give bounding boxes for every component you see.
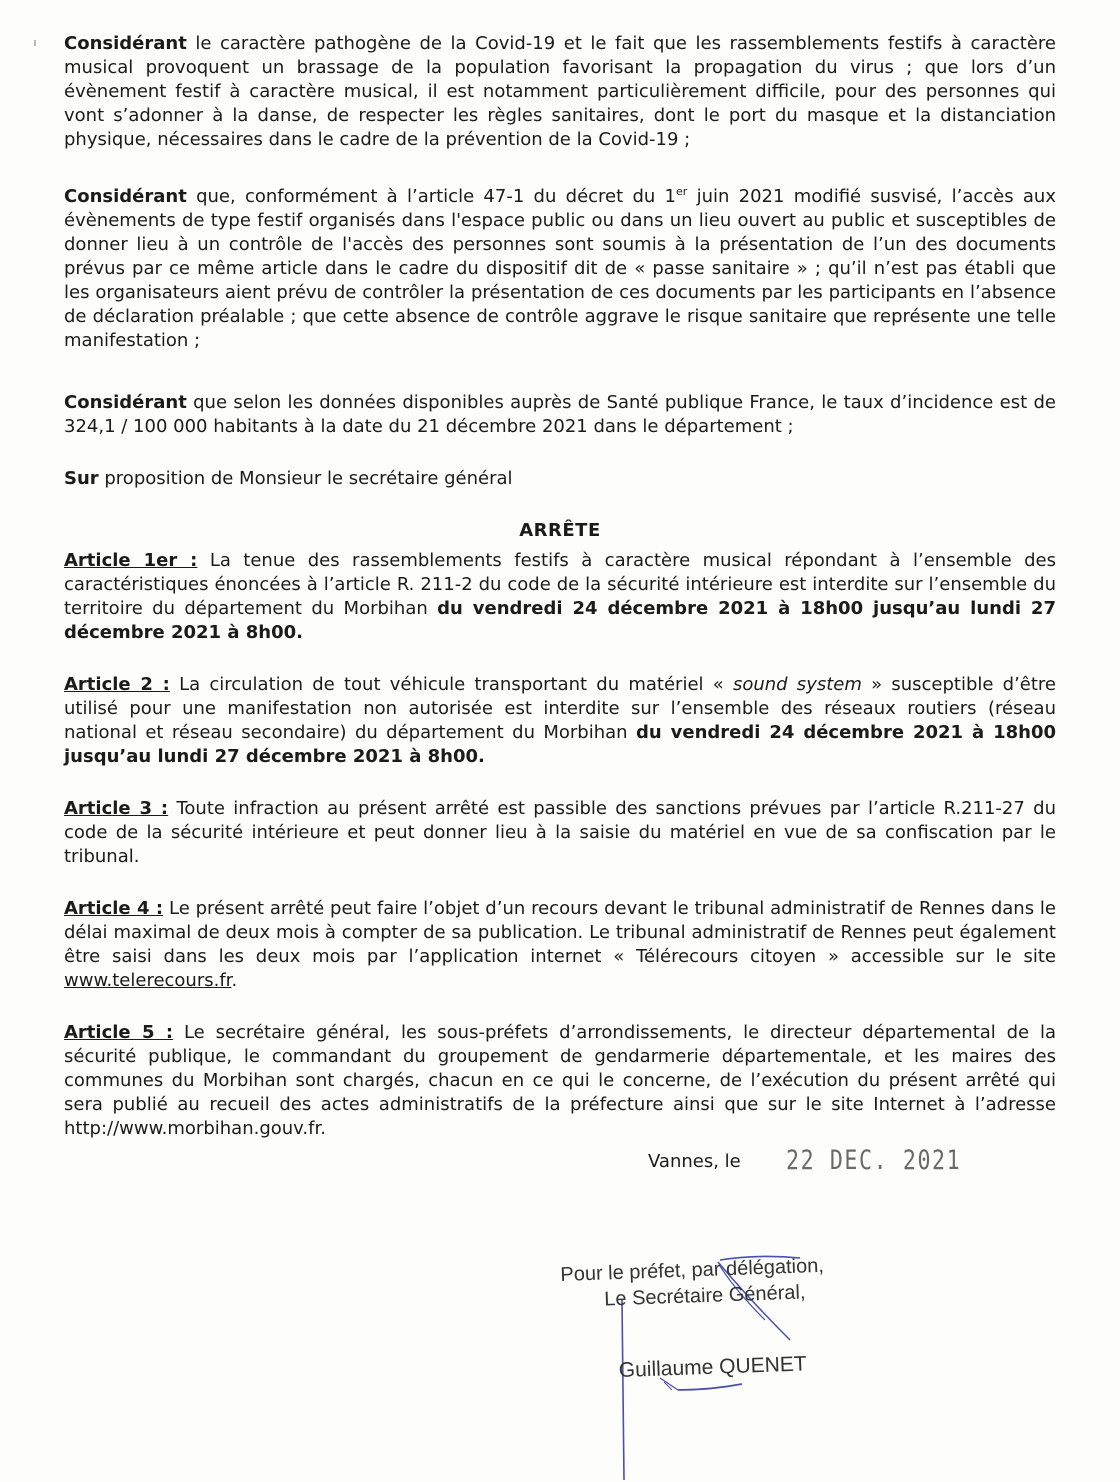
lead-word: Sur <box>64 468 99 489</box>
article-label: Article 2 : <box>64 674 170 695</box>
signature-delegation-line: Pour le préfet, par délégation, <box>560 1254 825 1286</box>
article-italic: sound system <box>732 674 862 695</box>
article-text: . <box>231 970 238 991</box>
article-text: La circulation de tout véhicule transportant du matériel « <box>169 674 733 695</box>
decree-body <box>64 32 1056 1169</box>
paragraph-text: que, conformément à l’article 47-1 du décret du 1 <box>186 186 676 207</box>
article-label: Article 5 : <box>64 1022 174 1043</box>
considerant-paragraph-3 <box>64 391 1056 439</box>
article-4 <box>64 897 1056 993</box>
signature-title-line: Le Secrétaire Général, <box>603 1281 806 1311</box>
article-text: La tenue des rassemblements festifs à caractère musical répondant à l’ensemble des caractéristiques énoncées à l’article R. 211-2 du code de la sécurité intérieure est interdite sur l’ensemble du territoire du département du Morbihan <box>64 550 1056 619</box>
article-text: Toute infraction au présent arrêté est passible des sanctions prévues par l’article R.211-27 du code de la sécurité intérieure et peut donner lieu à la saisie du matériel en vue de sa confiscation par le tribunal. <box>64 798 1056 867</box>
signatory-name: Guillaume QUENET <box>618 1352 808 1383</box>
paragraph-text: que selon les données disponibles auprès de Santé publique France, le taux d’incidence est de 324,1 / 100 000 habitants à la date du 21 décembre 2021 dans le département ; <box>64 392 1056 437</box>
article-text: Le secrétaire général, les sous-préfets d’arrondissements, le directeur départemental de la sécurité publique, le commandant du groupement de gendarmerie départementale, et les maires des communes du Morbihan sont chargés, chacun en ce qui le concerne, de l’exécution du présent arrêté qui sera publié au recueil des actes administratifs de la préfecture ainsi que sur le site Internet à l’adresse http://www.morbihan.gouv.fr. <box>64 1022 1057 1139</box>
article-bold-dates: du vendredi 24 décembre 2021 à 18h00 jusqu’au lundi 27 décembre 2021 à 8h00. <box>64 598 1056 643</box>
considerant-paragraph-2 <box>64 180 1056 353</box>
place-label: Vannes, le <box>648 1151 741 1172</box>
lead-word: Considérant <box>64 33 187 54</box>
article-text: Le présent arrêté peut faire l’objet d’un recours devant le tribunal administratif de Rennes dans le délai maximal de deux mois à compter de sa publication. Le tribunal administratif de Rennes peut également être saisi dans les deux mois par l’application internet « Télérecours citoyen » accessible sur le site <box>64 898 1057 967</box>
article-label: Article 1er : <box>64 550 198 571</box>
article-label: Article 3 : <box>64 798 169 819</box>
article-5 <box>64 1021 1056 1141</box>
article-label: Article 4 : <box>64 898 164 919</box>
article-3 <box>64 797 1056 869</box>
lead-word: Considérant <box>64 186 187 207</box>
article-1 <box>64 549 1056 645</box>
telerecours-link[interactable]: www.telerecours.fr <box>64 970 232 991</box>
superscript: er <box>676 185 688 198</box>
paragraph-text: juin 2021 modifié susvisé, l’accès aux évènements de type festif organisés dans l'espace public ou dans un lieu ouvert au public et susceptibles de donner lieu à un contrôle de l'accès des personnes sont soumis à la présentation de l’un des documents prévus par ce même article dans le cadre du dispositif dit de « passe sanitaire » ; qu’il n’est pas établi que les organisateurs aient prévu de contrôler la présentation de ces documents par les participants en l’absence de déclaration préalable ; que cette absence de contrôle aggrave le risque sanitaire que représente une telle manifestation ; <box>64 186 1056 351</box>
article-2 <box>64 673 1056 769</box>
scan-speck <box>34 40 36 46</box>
lead-word: Considérant <box>64 392 187 413</box>
article-text: » susceptible d’être utilisé pour une manifestation non autorisée est interdite sur l’ensemble des réseaux routiers (réseau national et réseau secondaire) du département du Morbihan <box>64 674 1057 743</box>
signature-block <box>560 1250 904 1386</box>
paragraph-text: proposition de Monsieur le secrétaire général <box>98 468 513 489</box>
arrete-heading: ARRÊTE <box>519 520 601 541</box>
considerant-paragraph-1 <box>64 32 1056 152</box>
date-stamp: 22 DEC. 2021 <box>786 1145 962 1176</box>
paragraph-text: le caractère pathogène de la Covid-19 et le fait que les rassemblements festifs à caractère musical provoquent un brassage de la population favorisant la propagation du virus ; que lors d’un évènement festif à caractère musical, il est notamment particulièrement difficile, pour des personnes qui vont s’adonner à la danse, de respecter les règles sanitaires, dont le port du masque et la distanciation physique, nécessaires dans le cadre de la prévention de la Covid-19 ; <box>64 33 1056 150</box>
proposition-paragraph <box>64 467 1056 491</box>
article-bold-dates: du vendredi 24 décembre 2021 à 18h00 jusqu’au lundi 27 décembre 2021 à 8h00. <box>64 722 1056 767</box>
